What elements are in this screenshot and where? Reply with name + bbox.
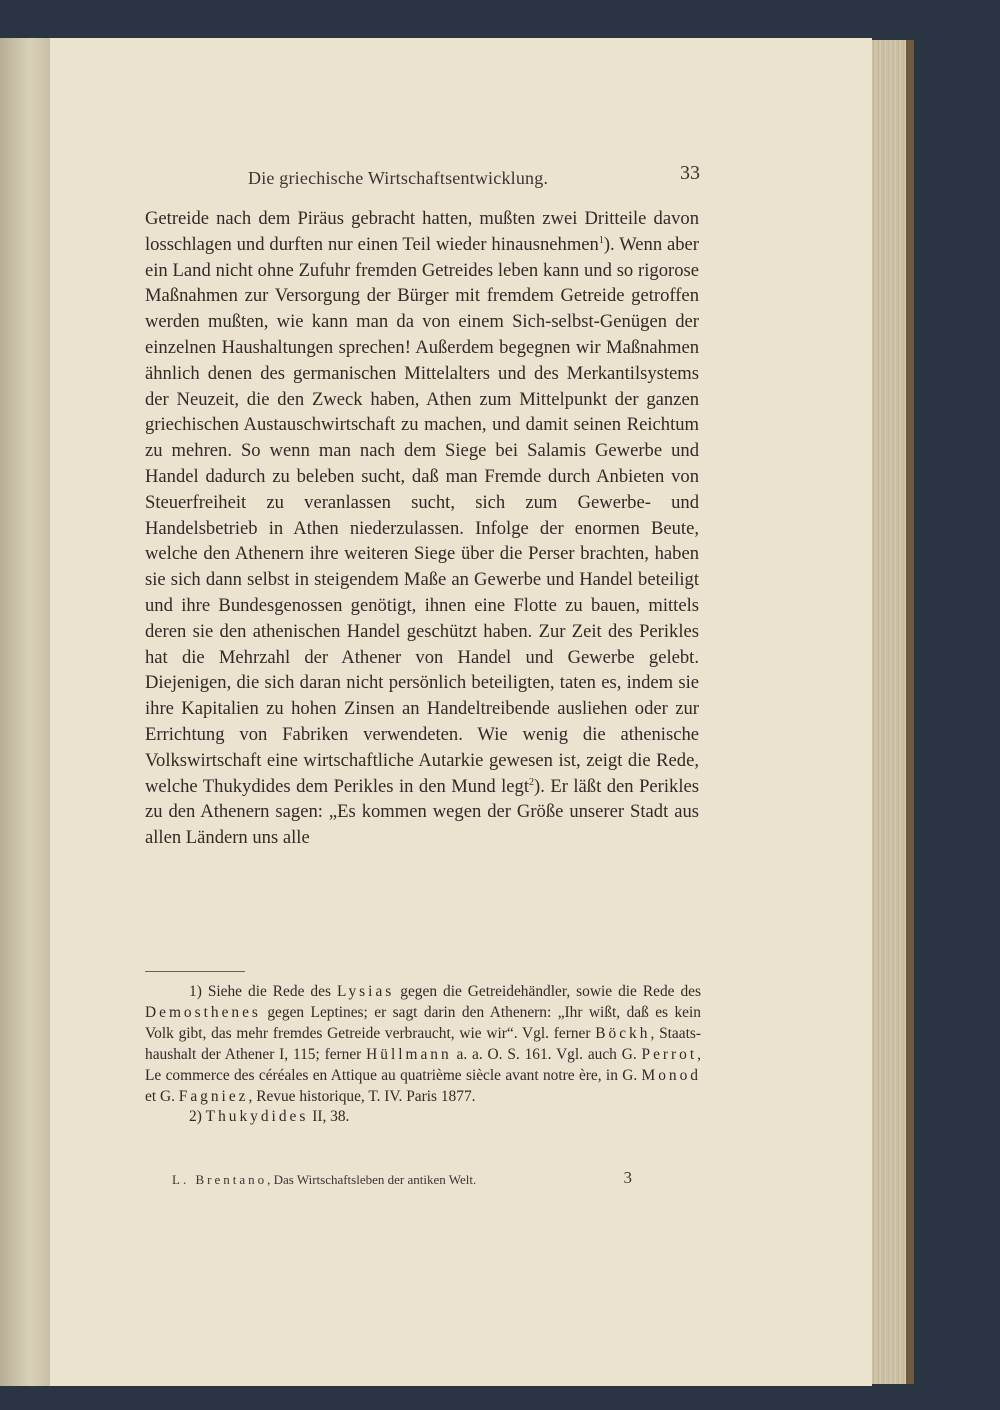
footnote-1-text: gegen die Getreidehändler, sowie die Rede des [394, 983, 701, 1000]
footnote-2-text: 2) [189, 1108, 206, 1126]
page-fore-edge [872, 40, 906, 1384]
footnote-2-text: II, 38. [308, 1108, 350, 1126]
spaced-name-demosthenes: Demosthenes [145, 1003, 261, 1021]
footnote-1-text: , Revue historique, T. IV. Paris 1877. [248, 1087, 476, 1105]
body-text-part3: ). Er läßt den Perikles zu den Athenern sagen: „Es kommen wegen der Größe unserer Stadt aus allen Ländern uns alle [145, 775, 699, 849]
footnote-reference-2[interactable]: 2 [529, 776, 535, 788]
body-paragraph [145, 206, 699, 851]
body-text-part2: ). Wenn aber ein Land nicht ohne Zufuhr fremden Getreides leben kann und so rigorose Maßnahmen zur Versorgung der Bürger mit fremdem Getreide getroffen werden mußten, wie kann man da von einem Sich-selbst-Genügen der einzelnen Haushaltungen sprechen! Außerdem begegnen wir Maßnahmen ähnlich denen des germanischen Mittelalters und des Merkantilsystems der Neuzeit, die den Zweck haben, Athen zum Mittelpunkt der ganzen griechischen Austauschwirtschaft zu machen, und damit seinen Reichtum zu mehren. So wenn man nach dem Siege bei Salamis Gewerbe und Handel dadurch zu beleben sucht, daß man Fremde durch Anbieten von Steuerfreiheit zu veranlassen sucht, sich zum Gewerbe- und Handelsbetrieb in Athen niederzulassen. Infolge der enormen Beute, welche den Athenern ihre weiteren Siege über die Perser brachten, haben sie sich dann selbst in steigendem Maße an Gewerbe und Handel beteiligt und ihre Bundesgenossen genötigt, ihnen eine Flotte zu bauen, mittels deren sie den athenischen Handel geschützt haben. Zur Zeit des Perikles hat die Mehrzahl der Athener von Handel und Gewerbe gelebt. Diejenigen, die sich daran nicht persönlich beteiligten, taten es, indem sie ihre Kapitalien zu hohen Zinsen an Handeltreibende ausliehen oder zur Errichtung von Fabriken verwendeten. Wie wenig die athenische Volkswirtschaft eine wirtschaftliche Autarkie gewesen ist, zeigt die Rede, welche Thukydides dem Perikles in den Mund legt [145, 233, 699, 797]
footnote-1-text: , Staatshaushalt der Athener I, 115; ferner [145, 1024, 701, 1063]
footnote-1-text: , Le commerce des céréales en Attique au quatrième siècle avant notre ère, in G. [145, 1045, 701, 1084]
spaced-name-huellmann: Hüllmann [366, 1045, 452, 1063]
spaced-name-monod: Monod [641, 1066, 701, 1084]
footnote-1-text: gegen Leptines; er sagt darin den Athenern: „Ihr wißt, daß es kein Volk gibt, das mehr fremdes Getreide verbraucht, wie wir“. Vgl. ferner [145, 1003, 701, 1042]
page-footer [172, 1168, 632, 1188]
footnote-separator-rule [145, 971, 245, 972]
spaced-name-lysias: Lysias [336, 983, 395, 1000]
footer-work-title: , Das Wirtschaftsleben der antiken Welt. [267, 1172, 477, 1187]
running-title: Die griechische Wirtschaftsentwicklung. [248, 168, 549, 188]
book-spine-gutter [0, 38, 50, 1386]
footer-author: L. Brentano [172, 1172, 268, 1187]
footnote-1-text: 1) Siehe die Rede des [189, 983, 337, 1000]
signature-mark: 3 [623, 1168, 632, 1187]
spaced-name-fagniez: Fagniez [178, 1087, 249, 1105]
footnote-1-text: a. a. O. S. 161. Vgl. auch G. [451, 1045, 642, 1063]
spaced-name-boeckh: Böckh [595, 1024, 651, 1042]
footnote-1 [145, 982, 701, 1107]
spaced-name-thukydides: Thukydides [205, 1108, 309, 1126]
body-text-part1: Getreide nach dem Piräus gebracht hatten, mußten zwei Dritteile davon losschlagen und durften nur einen Teil wieder hinausnehmen [145, 208, 699, 255]
footnotes [145, 982, 701, 1128]
spaced-name-perrot: Perrot [641, 1045, 698, 1063]
footnote-1-text: et G. [145, 1087, 179, 1105]
footnote-2 [145, 1107, 701, 1128]
page-number: 33 [680, 162, 700, 184]
book-cover-edge [906, 40, 914, 1384]
footnote-reference-1[interactable]: 1 [598, 234, 604, 246]
